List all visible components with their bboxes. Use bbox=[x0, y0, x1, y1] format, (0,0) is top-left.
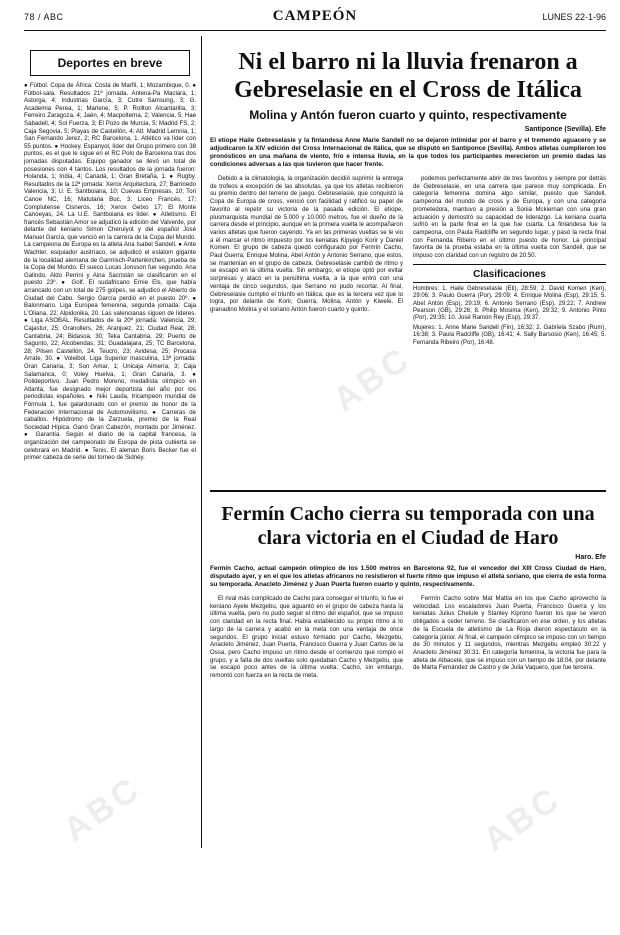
story1-col1 bbox=[210, 175, 403, 475]
story1-columns bbox=[210, 175, 606, 475]
page-label: 78 / ABC bbox=[24, 12, 64, 22]
sidebar-title: Deportes en breve bbox=[30, 50, 190, 76]
story2-col1 bbox=[210, 595, 403, 935]
story-divider bbox=[210, 490, 606, 492]
story2-columns bbox=[210, 595, 606, 935]
classification-women: Mujeres: 1. Anne Marie Sandell (Fin), 16:32; 2. Gabriela Szabo (Rum), 16:38; 3. Paula Radcliffe (GB), 16:41; 4. Sally Barsosio (Ken), 16:45; 5. Fernanda Ribeiro (Por), 16:48. bbox=[413, 324, 606, 346]
story-gebreselasie bbox=[210, 36, 606, 475]
classification-men: Hombres: 1. Haile Gebreselasie (Eti), 28:59; 2. David Komen (Ken), 29:06; 3. Paulo Guerra (Por), 29:09; 4. Enrique Molina (Esp), 29:15; 5. Abel Antón (Esp), 29:19; 6. Antonio Serrano (Esp), 29:22; 7. Andrew Pearson (GB), 29:26; 8. Philip Mosima (Ken), 29:32; 9. Antonio Pinto (Por), 29:35; 10. José Ramón Rey (Esp), 29:37. bbox=[413, 285, 606, 322]
story1-byline: Santiponce (Sevilla). Efe bbox=[524, 126, 606, 133]
section-title: CAMPEÓN bbox=[272, 8, 358, 24]
column-divider bbox=[201, 36, 202, 848]
story2-lead: Fermín Cacho, actual campeón olímpico de los 1.500 metros en Barcelona 92, fue el vencedor del XIII Cross Ciudad de Haro, disputado ayer, y en el que los atletas africanos no resistieron el fuerte ritmo que impuso el atleta soriano, que cierra de esta forma su temporada. Anacleto Jiménez y Juan Puerta fueron cuarto y quinto, respectivamente. bbox=[210, 565, 606, 588]
watermark: ABC bbox=[476, 778, 569, 860]
issue-date: LUNES 22-1-96 bbox=[542, 12, 606, 22]
classification-box bbox=[413, 264, 606, 347]
story2-col1-text: El rival más complicado de Cacho para conseguir el triunfo, lo fue el keniano Ayele Mezgebu, que aguantó en el grupo de cabeza hasta la última vuelta, pero no pudo seguir el ritmo del español, que se impuso con claridad en la recta final. Había establecido su propio ritmo a lo largo de la carrera y acabó en la meta con una ventaja de once segundos. El grupo inicial estuvo formado por Cacho, Mezgebu, Anacleto Jiménez, Juan Puerta, Francisco Guerra y Juan Carlos de la Ossa, pero Cacho impuso un ritmo desde el comienzo que rompió el grupo, y a falta de dos vueltas solo quedaban Cacho y Mezgebu, que se escapó poco antes de la última vuelta. Cacho, sin embargo, remontó con fuerza en la recta de meta. bbox=[210, 595, 403, 680]
classification-title: Clasificaciones bbox=[413, 269, 606, 283]
story2-byline: Haro. Efe bbox=[575, 554, 606, 561]
page-header bbox=[24, 8, 606, 31]
story2-col2 bbox=[413, 595, 606, 935]
story1-subhead: Molina y Antón fueron cuarto y quinto, respectivamente bbox=[249, 108, 567, 122]
sidebar-briefs bbox=[24, 36, 196, 848]
story1-col2 bbox=[413, 175, 606, 475]
story2-headline: Fermín Cacho cierra su temporada con una clara victoria en el Ciudad de Haro bbox=[221, 503, 595, 549]
story2-col2-text: Fermín Cacho sobre Mat Mattia en los que Cacho aprovechó la velocidad. Los escaladores Juan Puerta, Francisco Guerra y los keniatas Julius Chelule y Stanley Kiprono fueron los que se vieron obligados a ceder terreno. Se clasificaron en ese orden, y los atletas de la Escuela de atletismo de La Rioja dieron espectáculo en la categoría júnior. Al final, el campeón olímpico se impuso con un tiempo de 30 minutos y 11 segundos, mientras Mezgebu empleó 30:22 y Anacleto Jiménez 30:31. En categoría femenina, la victoria fue para la atleta de Albacete, que se impuso con un tiempo de 18:04, por delante de Marta Fernández de Castro y de Julia Vaquero, que fue tercera. bbox=[413, 595, 606, 672]
watermark: ABC bbox=[326, 338, 419, 420]
story1-col1-text: Debido a la climatología, la organización decidió suprimir la entrega de trofeos a excepción de las absolutas, ya que los atletas recibieron su premio dentro del terreno de juego. Gebreselasie, que conquistó la Copa de Europa de cross, venció con facilidad y ratificó su papel de favorito al repetir su victoria de la pasada edición. El etíope, plusmarquista mundial de 5.000 y 10.000 metros, fue el dueño de la carrera desde el principio, aunque en la primera vuelta le acompañaron varios atletas que fueron cayendo. Ya en las primeras vueltas se le vio a él marcar el ritmo impuesto por los keniatas Kipyego Korir y Daniel Komen. El grupo de cabeza quedó configurado por Fermín Cacho, Paul Guerra, Enrique Molina, Abel Antón y Antonio Serrano, que estos, se mantenían en el grupo de cabeza. Gebreselasie cambió de ritmo y se escapó en la última vuelta. Sin embargo, el etíope optó por evitar sorpresas y atacó en la penúltima vuelta, a la que entró con una ventaja de cinco segundos, que Serrano no pudo recortar. Al final, Gebreselasie cumplió el triunfo en Itálica, que es la tercera vez que lo logra, por delante de Korir, Guerra, Molina, Antón y Kiwele. El granadino Molina y el soriano Antón fueron cuarto y quinto. bbox=[210, 175, 403, 313]
story-cacho bbox=[210, 494, 606, 935]
watermark: ABC bbox=[56, 768, 149, 850]
story1-col2-text: podemos perfectamente abrir de tres favoritos y siempre por detrás de Gebreselasie, en una carrera que parece muy complicada. En categoría femenina domina algo similar, puesto que Sandell, campeona del mundo de cross y de Europa, y con una categoría prometedora, mantuvo a presión a Sonia Mckiernan con una gran actuación y demostró su capacidad de liderazgo. La keniana cuarta sufrió en la parte final en la que fue cuarta. La finlandesa fue la campeona, con Paula Radcliffe en segundo lugar, y pasó la recta final con Fernanda Ribeiro en el último puesto de honor. La principal favorita de la prueba estaba en la última vuelta con Sandell, que se impuso con claridad con un registro de 20:50. bbox=[413, 175, 606, 260]
story1-headline: Ni el barro ni la lluvia frenaron a Gebreselasie en el Cross de Itálica bbox=[234, 49, 582, 103]
story1-lead: El etíope Haile Gebreselasie y la finlandesa Anne Marie Sandell no se dejaron intimidar por el barro y el tremendo aguacero y se adjudicaron la XIV edición del Cross Internacional de Itálica, que se disputó en Santiponce (Sevilla). Ambos atletas cumplieron los pronósticos en una mañana de viento, frío e intensa lluvia, en la que todos los participantes merecieron un premio dadas las condiciones adversas a las que tuvieron que hacer frente. bbox=[210, 137, 606, 168]
sidebar-text: ● Fútbol. Copa de África: Costa de Marfil, 1; Mozambique, 0. ● Fútbol-sala. Resultados 21ª jornada. Antena-Pa Maclara, 1; Astorga, 4; Industrias García, 3; Cutre Samsung, 3; G. Academia Perea, 1; Marlene, 5; P. Rollton Alcantarilla, 3; Ferreiro Zaragoza, 4; Jaén, 4; Macpolterna, 2; Valencia, 5; Hae Sabadell, 4; Sol Fuerza, 3; El Pozo de Murcia, 5; Madrid FS, 2; Caja Segovia, 5; Playas de Castellón, 4; Atl. Madrid Lemnia, 1; San Fernando Jerez, 2; RC Barcelona, 1. Atlético va líder con 55 puntos. ● Hockey. Espanyol, líder del Grupo primero con 38 puntos, es el que le sigue en el RC Polo de Barcelona tras dos jornadas disputadas. Equipo ganador se llevó un total de posesiones con 4 tantos. Los resultados de la jornada fueron: Holanda, 1; India, 4; Canadá, 1; Gran Bretaña, 1. ● Rugby. Resultados de la 12ª jornada: Xerox Arquitectura, 27; Barrinedo Valencia, 3; U. E. Santboiana, 10; Cuevas Empresas, 10; Tori Canoe NC, 16; Matutaria Buc, 3; Liceo Francés, 17; Complutense Cisneros, 16; Xerox Getxo 17; El Monte Canoeyas, 24. La U.E. Santboiana es líder. ● Atletismo. El francés Sebastián Amor se adjudicó la edición del Valverde, por delante del keniano Simon Cheruiyot y del español José Manuel García, que venció en la carrera de la Copa del Mundo. La campeona de Europa es la atleta Ana Isabel Sandell. ● Ante Wachter, esquiador austríaco, se adjudicó el eslalom gigante de la localidad alemana de Garmisch-Partenkirchen, prueba de la Copa del Mundo. El sueco Lucas Jonsson fue segundo. Ana Galindo, Aldo Perrini y Aina Sacristán se clasificaron en el puesto 23º. ● Golf. El sudafricano Ernie Els, que había arrancado con un total de 275 golpes, se adjudicó el Abierto de Ciudad del Cabo. Sergio García perdió en el puesto 20º. ● Balonmano. Liga Europea femenina, segunda jornada: Caja L'Oliana, 22; Alpidonika, 20. Las valencianas siguen de líderes. ● Liga ASOBAL. Resultados de la 20ª jornada: Valencia, 29; Cajastur, 25; Granollers, 26; Aranjuez, 21; Ciudad Real, 28; Cantabria, 24; Bidasoa, 30; Teka Cantabria, 29; Puerto de Sagunto, 22; Alcobendas, 31; Guadalajara, 25; TC Barcelona, 28; Pilsen Castellón, 24. Teucro, 23; Avidesa, 25; Procasa Arrate, 30. ● Voleibol. Liga Superior masculina, 13ª jornada: Gran Canaria, 3; Son Amar, 1; Unicaja Almería, 3; Caja Salamanca, 0; Voley Huelva, 1; Gran Canaria, 3. ● Polideportivo. Juan Pedro Moreno, medallista olímpico en Atlanta, fue designado mejor deportista del año por los periodistas españoles. ● Niki Lauda, tricampeón mundial de Fórmula 1, fue galardonado con el premio de honor de la Federación Internacional de Automovilismo. ● Carreras de caballos. Hipódromo de la Zarzuela, premio de la Real Sociedad Hípica. Ganó Gran Cabezón, montado por Jiménez. ● Garantía. Según el diario de la capital francesa, la organización del campeonato de Europa de pista cubierta se celebrará en Madrid. ● Tenis. El alemán Boris Becker fue el primer cabeza de serie del torneo de Sidney. bbox=[24, 82, 196, 462]
